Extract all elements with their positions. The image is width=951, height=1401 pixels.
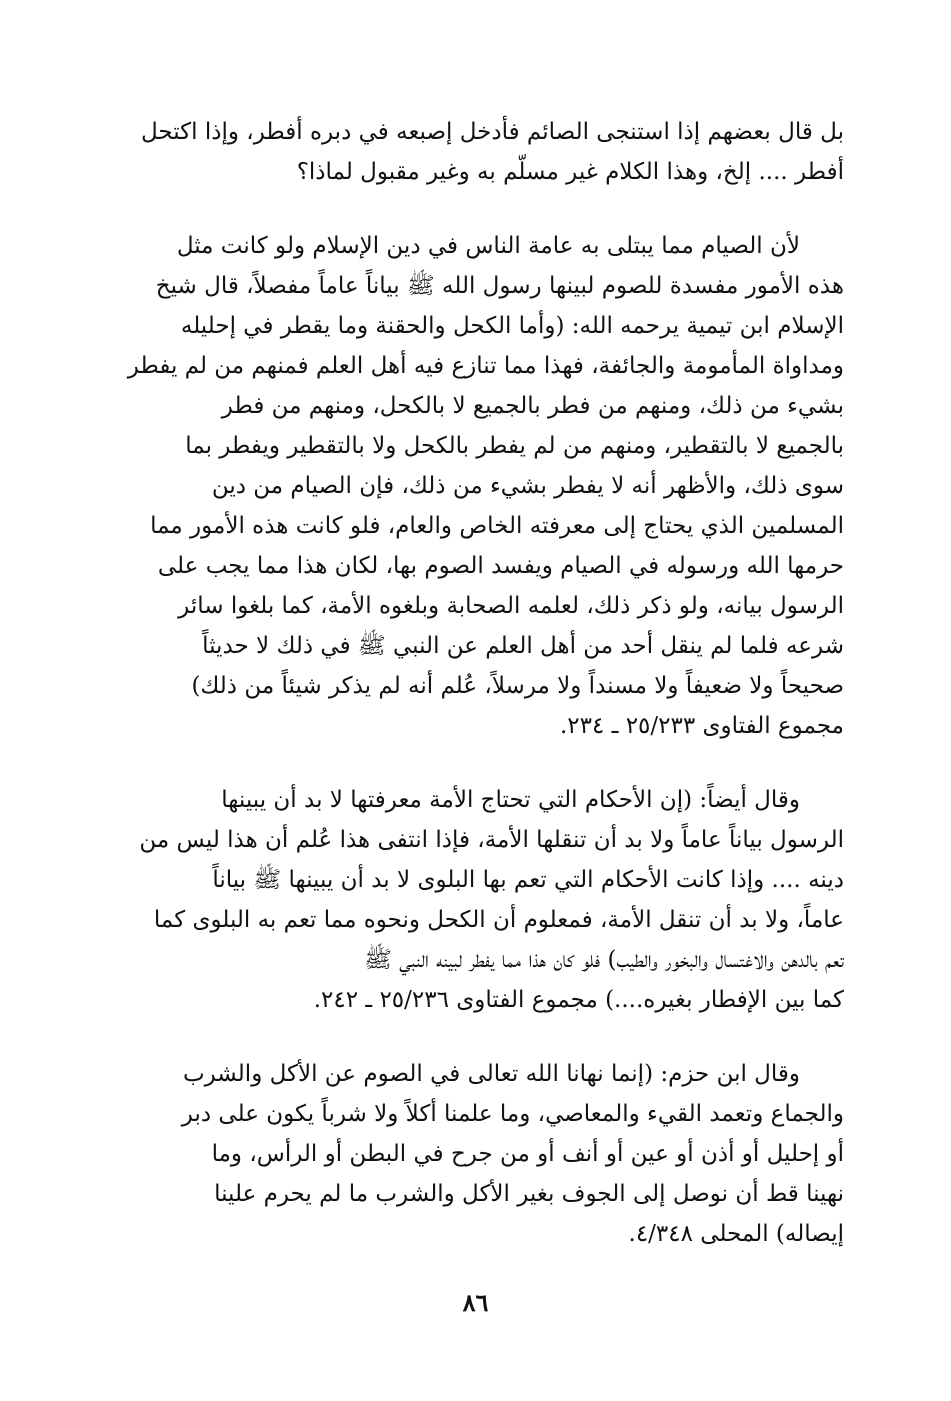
text-line: وقال أيضاً: (إن الأحكام التي تحتاج الأمة معرفتها لا بد أن يبينها: [221, 787, 800, 813]
text-line: لأن الصيام مما يبتلى به عامة الناس في دين الإسلام ولو كانت مثل: [176, 233, 800, 259]
paragraph-4: [96, 1054, 844, 1254]
paragraph-2: [96, 226, 844, 746]
citation-line: كما بين الإفطار بغيره....) مجموع الفتاوى ٢٥/٢٣٦ ـ ٢٤٢.: [313, 987, 844, 1013]
paragraph-3: [96, 780, 844, 1020]
text-line: أفطر .... إلخ، وهذا الكلام غير مسلّم به وغير مقبول لماذا؟: [296, 159, 844, 185]
paragraph-1: [96, 112, 844, 192]
text-line: الإسلام ابن تيمية يرحمه الله: (وأما الكحل والحقنة وما يقطر في إحليله: [180, 313, 844, 339]
text-line: تعم بالدهن والاغتسال والبخور والطيب) فلو كان هذا مما يفطر لبينه النبي ﷺ: [364, 947, 844, 973]
text-line: بل قال بعضهم إذا استنجى الصائم فأدخل إصبعه في دبره أفطر، وإذا اكتحل: [140, 119, 844, 145]
text-line: هذه الأمور مفسدة للصوم لبينها رسول الله ﷺ بياناً عاماً مفصلاً، قال شيخ: [155, 273, 844, 299]
text-line: الرسول بيانه، ولو ذكر ذلك، لعلمه الصحابة وبلغوه الأمة، كما بلغوا سائر: [178, 593, 844, 619]
text-line: المسلمين الذي يحتاج إلى معرفته الخاص والعام، فلو كانت هذه الأمور مما: [150, 513, 844, 539]
text-line: أو إحليل أو أذن أو عين أو أنف أو من جرح في البطن أو الرأس، وما: [211, 1141, 844, 1167]
text-line: شرعه فلما لم ينقل أحد من أهل العلم عن النبي ﷺ في ذلك لا حديثاً: [202, 633, 844, 659]
text-line: الرسول بياناً عاماً ولا بد أن تنقلها الأمة، فإذا انتفى هذا عُلم أن هذا ليس من: [139, 827, 844, 853]
citation-line: مجموع الفتاوى ٢٥/٢٣٣ ـ ٢٣٤.: [559, 713, 844, 739]
text-line: صحيحاً ولا ضعيفاً ولا مسنداً ولا مرسلاً، عُلم أنه لم يذكر شيئاً من ذلك): [191, 673, 844, 699]
page-number: ٨٦: [462, 1288, 489, 1317]
text-line: عاماً، ولا بد أن تنقل الأمة، فمعلوم أن الكحل ونحوه مما تعم به البلوى كما: [153, 907, 844, 933]
text-line: والجماع وتعمد القيء والمعاصي، وما علمنا أكلاً ولا شرباً يكون على دبر: [181, 1101, 844, 1127]
page-body: [96, 112, 844, 1254]
text-line: وقال ابن حزم: (إنما نهانا الله تعالى في الصوم عن الأكل والشرب: [182, 1061, 800, 1087]
citation-line: إيصاله) المحلى ٤/٣٤٨.: [628, 1221, 844, 1247]
text-line: سوى ذلك، والأظهر أنه لا يفطر بشيء من ذلك، فإن الصيام من دين: [211, 473, 844, 499]
text-line: بشيء من ذلك، ومنهم من فطر بالجميع لا بالكحل، ومنهم من فطر: [221, 393, 844, 419]
text-line: نهينا قط أن نوصل إلى الجوف بغير الأكل والشرب ما لم يحرم علينا: [214, 1181, 844, 1207]
text-line: دينه .... وإذا كانت الأحكام التي تعم بها البلوى لا بد أن يبينها ﷺ بياناً: [212, 867, 844, 893]
text-line: ومداواة المأمومة والجائفة، فهذا مما تنازع فيه أهل العلم فمنهم من لم يفطر: [127, 353, 844, 379]
text-line: بالجميع لا بالتقطير، ومنهم من لم يفطر بالكحل ولا بالتقطير ويفطر بما: [185, 433, 844, 459]
text-line: حرمها الله ورسوله في الصيام ويفسد الصوم بها، لكان هذا مما يجب على: [157, 553, 844, 579]
